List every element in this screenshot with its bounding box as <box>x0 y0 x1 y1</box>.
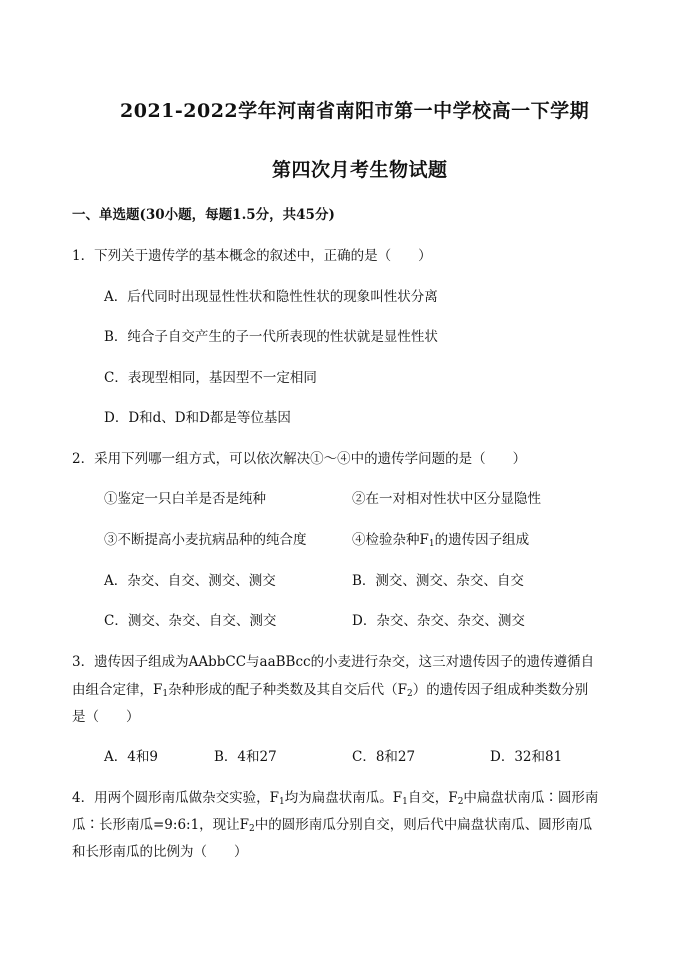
q4-subscript-4: 2 <box>249 824 255 834</box>
q1-option-a: A．后代同时出现显性性状和隐性性状的现象叫性状分离 <box>104 289 438 305</box>
q3-subscript-2: 2 <box>406 689 413 699</box>
q1-option-c: C．表现型相同，基因型不一定相同 <box>104 370 317 386</box>
document-title-line1: 2021-2022学年河南省南阳市第一中学校高一下学期 <box>120 100 590 122</box>
q2-item-3: ③不断提高小麦抗病品种的纯合度 <box>104 532 307 548</box>
q2-item-2: ②在一对相对性状中区分显隐性 <box>352 491 541 507</box>
q4-stem-line2 <box>72 816 592 838</box>
section-heading: 一、单选题(30小题，每题1.5分，共45分) <box>72 207 335 223</box>
q4-subscript-1: 1 <box>278 797 285 807</box>
q3-stem-line2-a: 由组合定律，F <box>72 682 163 698</box>
q2-option-b: B．测交、测交、杂交、自交 <box>352 573 524 589</box>
q4-line1-d: 中扁盘状南瓜∶圆形南 <box>463 790 599 806</box>
q2-option-c: C．测交、杂交、自交、测交 <box>104 613 277 629</box>
q3-stem-line2-b: 杂种形成的配子种类数及其自交后代（F <box>168 682 407 698</box>
q3-option-d: D．32和81 <box>490 749 563 765</box>
q2-option-d: D．杂交、杂交、杂交、测交 <box>352 613 525 629</box>
q2-item-1: ①鉴定一只白羊是否是纯种 <box>104 491 266 507</box>
q3-stem-line2-c: ）的遗传因子组成种类数分别 <box>412 682 589 698</box>
q2-option-a: A．杂交、自交、测交、测交 <box>104 573 276 589</box>
q3-option-a: A．4和9 <box>104 749 158 765</box>
q3-option-c: C．8和27 <box>352 749 416 765</box>
q3-stem-line3: 是（ ） <box>72 709 140 725</box>
q1-stem: 1．下列关于遗传学的基本概念的叙述中，正确的是（ ） <box>72 248 432 264</box>
q3-stem-line1: 3．遗传因子组成为AAbbCC与aaBBcc的小麦进行杂交，这三对遗传因子的遗传遵循自 <box>72 654 595 670</box>
document-title-line2: 第四次月考生物试题 <box>272 159 448 181</box>
q2-item-4-subscript: 1 <box>428 539 435 549</box>
q2-item-4-text-a: ④检验杂种F <box>352 532 429 548</box>
q4-stem-line3: 和长形南瓜的比例为（ ） <box>72 844 248 860</box>
q2-item-4-text-b: 的遗传因子组成 <box>434 532 530 548</box>
q4-line2-a: 瓜∶长形南瓜=9:6:1，现让F <box>72 817 250 833</box>
q2-item-4 <box>352 531 529 553</box>
q4-line1-c: 自交，F <box>407 790 458 806</box>
q3-option-b: B．4和27 <box>214 749 277 765</box>
q4-line2-b: 中的圆形南瓜分别自交，则后代中扁盘状南瓜、圆形南瓜 <box>254 817 593 833</box>
q3-subscript-1: 1 <box>162 689 169 699</box>
q1-option-b: B．纯合子自交产生的子一代所表现的性状就是显性性状 <box>104 329 438 345</box>
q1-option-d: D．D和d、D和D都是等位基因 <box>104 410 291 426</box>
q2-stem: 2．采用下列哪一组方式，可以依次解决①～④中的遗传学问题的是（ ） <box>72 451 527 467</box>
q3-stem-line2 <box>72 681 588 703</box>
q4-subscript-3: 2 <box>457 797 464 807</box>
q4-stem-line1 <box>72 789 598 811</box>
q4-line1-b: 均为扁盘状南瓜。F <box>284 790 403 806</box>
q4-line1-a: 4．用两个圆形南瓜做杂交实验，F <box>72 790 279 806</box>
q4-subscript-2: 1 <box>402 797 408 807</box>
